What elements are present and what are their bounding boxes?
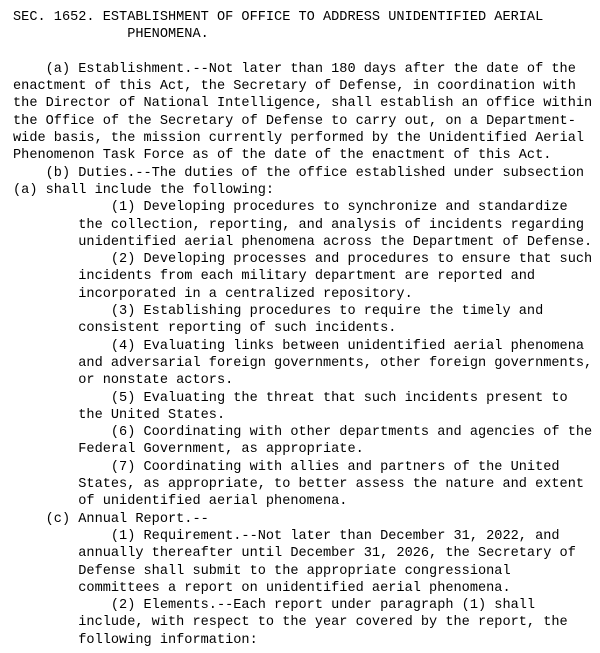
subsection-a-establishment: (a) Establishment.--Not later than 180 days after the date of the — [13, 61, 576, 77]
section-heading-continuation: PHENOMENA. — [13, 27, 209, 43]
paragraph-b5-text: the United States. — [13, 407, 226, 423]
paragraph-b2-text: incorporated in a centralized repository. — [13, 286, 413, 302]
paragraph-c1-text: Defense shall submit to the appropriate congressional — [13, 563, 511, 579]
paragraph-b7-text: States, as appropriate, to better assess the nature and extent — [13, 477, 585, 493]
legislative-text — [13, 9, 600, 649]
paragraph-b2-text: incidents from each military department are reported and — [13, 269, 536, 285]
subsection-b-duties: (b) Duties.--The duties of the office established under subsection — [13, 165, 585, 181]
paragraph-c1-text: annually thereafter until December 31, 2026, the Secretary of — [13, 546, 576, 562]
paragraph-b4-text: or nonstate actors. — [13, 373, 234, 389]
blank-line — [13, 44, 600, 61]
subsection-a-text: enactment of this Act, the Secretary of Defense, in coordination with — [13, 79, 576, 95]
subsection-c-annual-report: (c) Annual Report.-- — [13, 511, 209, 527]
paragraph-b1-text: unidentified aerial phenomena across the Department of Defense. — [13, 234, 593, 250]
paragraph-b7-text: of unidentified aerial phenomena. — [13, 494, 348, 510]
paragraph-b2: (2) Developing processes and procedures to ensure that such — [13, 252, 593, 268]
subsection-a-text: Phenomenon Task Force as of the date of the enactment of this Act. — [13, 148, 552, 164]
paragraph-c2: (2) Elements.--Each report under paragraph (1) shall — [13, 598, 536, 614]
paragraph-c2-text: include, with respect to the year covered by the report, the — [13, 615, 568, 631]
paragraph-c1-text: committees a report on unidentified aerial phenomena. — [13, 580, 511, 596]
subsection-a-text: the Office of the Secretary of Defense to carry out, on a Department- — [13, 113, 576, 129]
subsection-b-text: (a) shall include the following: — [13, 182, 275, 198]
paragraph-b4: (4) Evaluating links between unidentified aerial phenomena — [13, 338, 585, 354]
paragraph-b4-text: and adversarial foreign governments, other foreign governments, — [13, 355, 593, 371]
subsection-a-text: wide basis, the mission currently performed by the Unidentified Aerial — [13, 131, 585, 147]
paragraph-b7: (7) Coordinating with allies and partners of the United — [13, 459, 560, 475]
section-heading: SEC. 1652. ESTABLISHMENT OF OFFICE TO ADDRESS UNIDENTIFIED AERIAL — [13, 10, 544, 25]
paragraph-c1: (1) Requirement.--Not later than December 31, 2022, and — [13, 528, 560, 544]
subsection-a-text: the Director of National Intelligence, shall establish an office within — [13, 96, 593, 112]
paragraph-c2-text: following information: — [13, 632, 258, 648]
paragraph-b1-text: the collection, reporting, and analysis of incidents regarding — [13, 217, 585, 233]
paragraph-b1: (1) Developing procedures to synchronize and standardize — [13, 200, 568, 216]
paragraph-b6: (6) Coordinating with other departments and agencies of the — [13, 425, 593, 441]
paragraph-b5: (5) Evaluating the threat that such incidents present to — [13, 390, 568, 406]
paragraph-b3-text: consistent reporting of such incidents. — [13, 321, 397, 337]
paragraph-b3: (3) Establishing procedures to require the timely and — [13, 304, 544, 320]
paragraph-b6-text: Federal Government, as appropriate. — [13, 442, 364, 458]
